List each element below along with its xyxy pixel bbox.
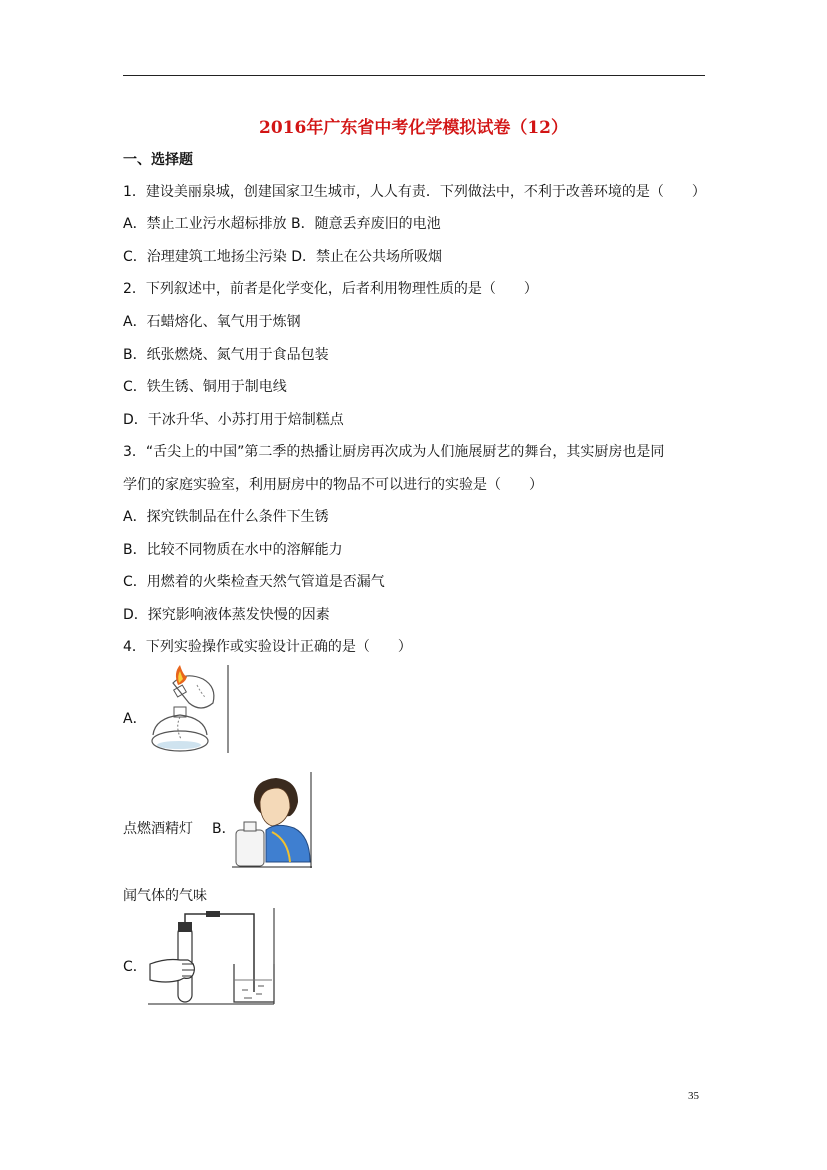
q3-option-b: B．比较不同物质在水中的溶解能力 [123, 542, 343, 558]
section-heading: 一、选择题 [123, 152, 193, 168]
q2-option-c: C．铁生锈、铜用于制电线 [123, 379, 287, 395]
q2-stem: 2．下列叙述中，前者是化学变化，后者利用物理性质的是（ ） [123, 281, 538, 297]
airtightness-check-figure [148, 908, 276, 1006]
page-title: 2016年广东省中考化学模拟试卷（12） [259, 118, 568, 138]
q4-option-c-label: C． [123, 959, 147, 975]
q3-stem-line2: 学们的家庭实验室，利用厨房中的物品不可以进行的实验是（ ） [123, 477, 543, 493]
q4-stem: 4．下列实验操作或实验设计正确的是（ ） [123, 639, 412, 655]
q3-option-c: C．用燃着的火柴检查天然气管道是否漏气 [123, 574, 385, 590]
q2-option-d: D．干冰升华、小苏打用于焙制糕点 [123, 412, 344, 428]
q4-option-b-label: B． [212, 821, 236, 837]
q2-option-b: B．纸张燃烧、氮气用于食品包装 [123, 347, 329, 363]
q1-options-cd: C．治理建筑工地扬尘污染 D．禁止在公共场所吸烟 [123, 249, 443, 265]
header-rule [123, 75, 705, 76]
q4-option-a-caption: 点燃酒精灯 [123, 821, 193, 837]
smelling-gas-figure [232, 772, 314, 868]
q4-option-a-label: A． [123, 711, 147, 727]
q3-option-a: A．探究铁制品在什么条件下生锈 [123, 509, 329, 525]
alcohol-lamp-lighting-figure [145, 663, 230, 755]
q3-option-d: D．探究影响液体蒸发快慢的因素 [123, 607, 330, 623]
q4-option-b-caption: 闻气体的气味 [123, 888, 207, 904]
q1-options-ab: A．禁止工业污水超标排放 B．随意丢弃废旧的电池 [123, 216, 441, 232]
q2-option-a: A．石蜡熔化、氧气用于炼钢 [123, 314, 301, 330]
q3-stem-line1: 3．“舌尖上的中国”第二季的热播让厨房再次成为人们施展厨艺的舞台，其实厨房也是同 [123, 444, 665, 460]
page-number: 35 [688, 1090, 699, 1102]
q1-stem: 1．建设美丽泉城，创建国家卫生城市，人人有责．下列做法中，不利于改善环境的是（ ） [123, 184, 706, 200]
